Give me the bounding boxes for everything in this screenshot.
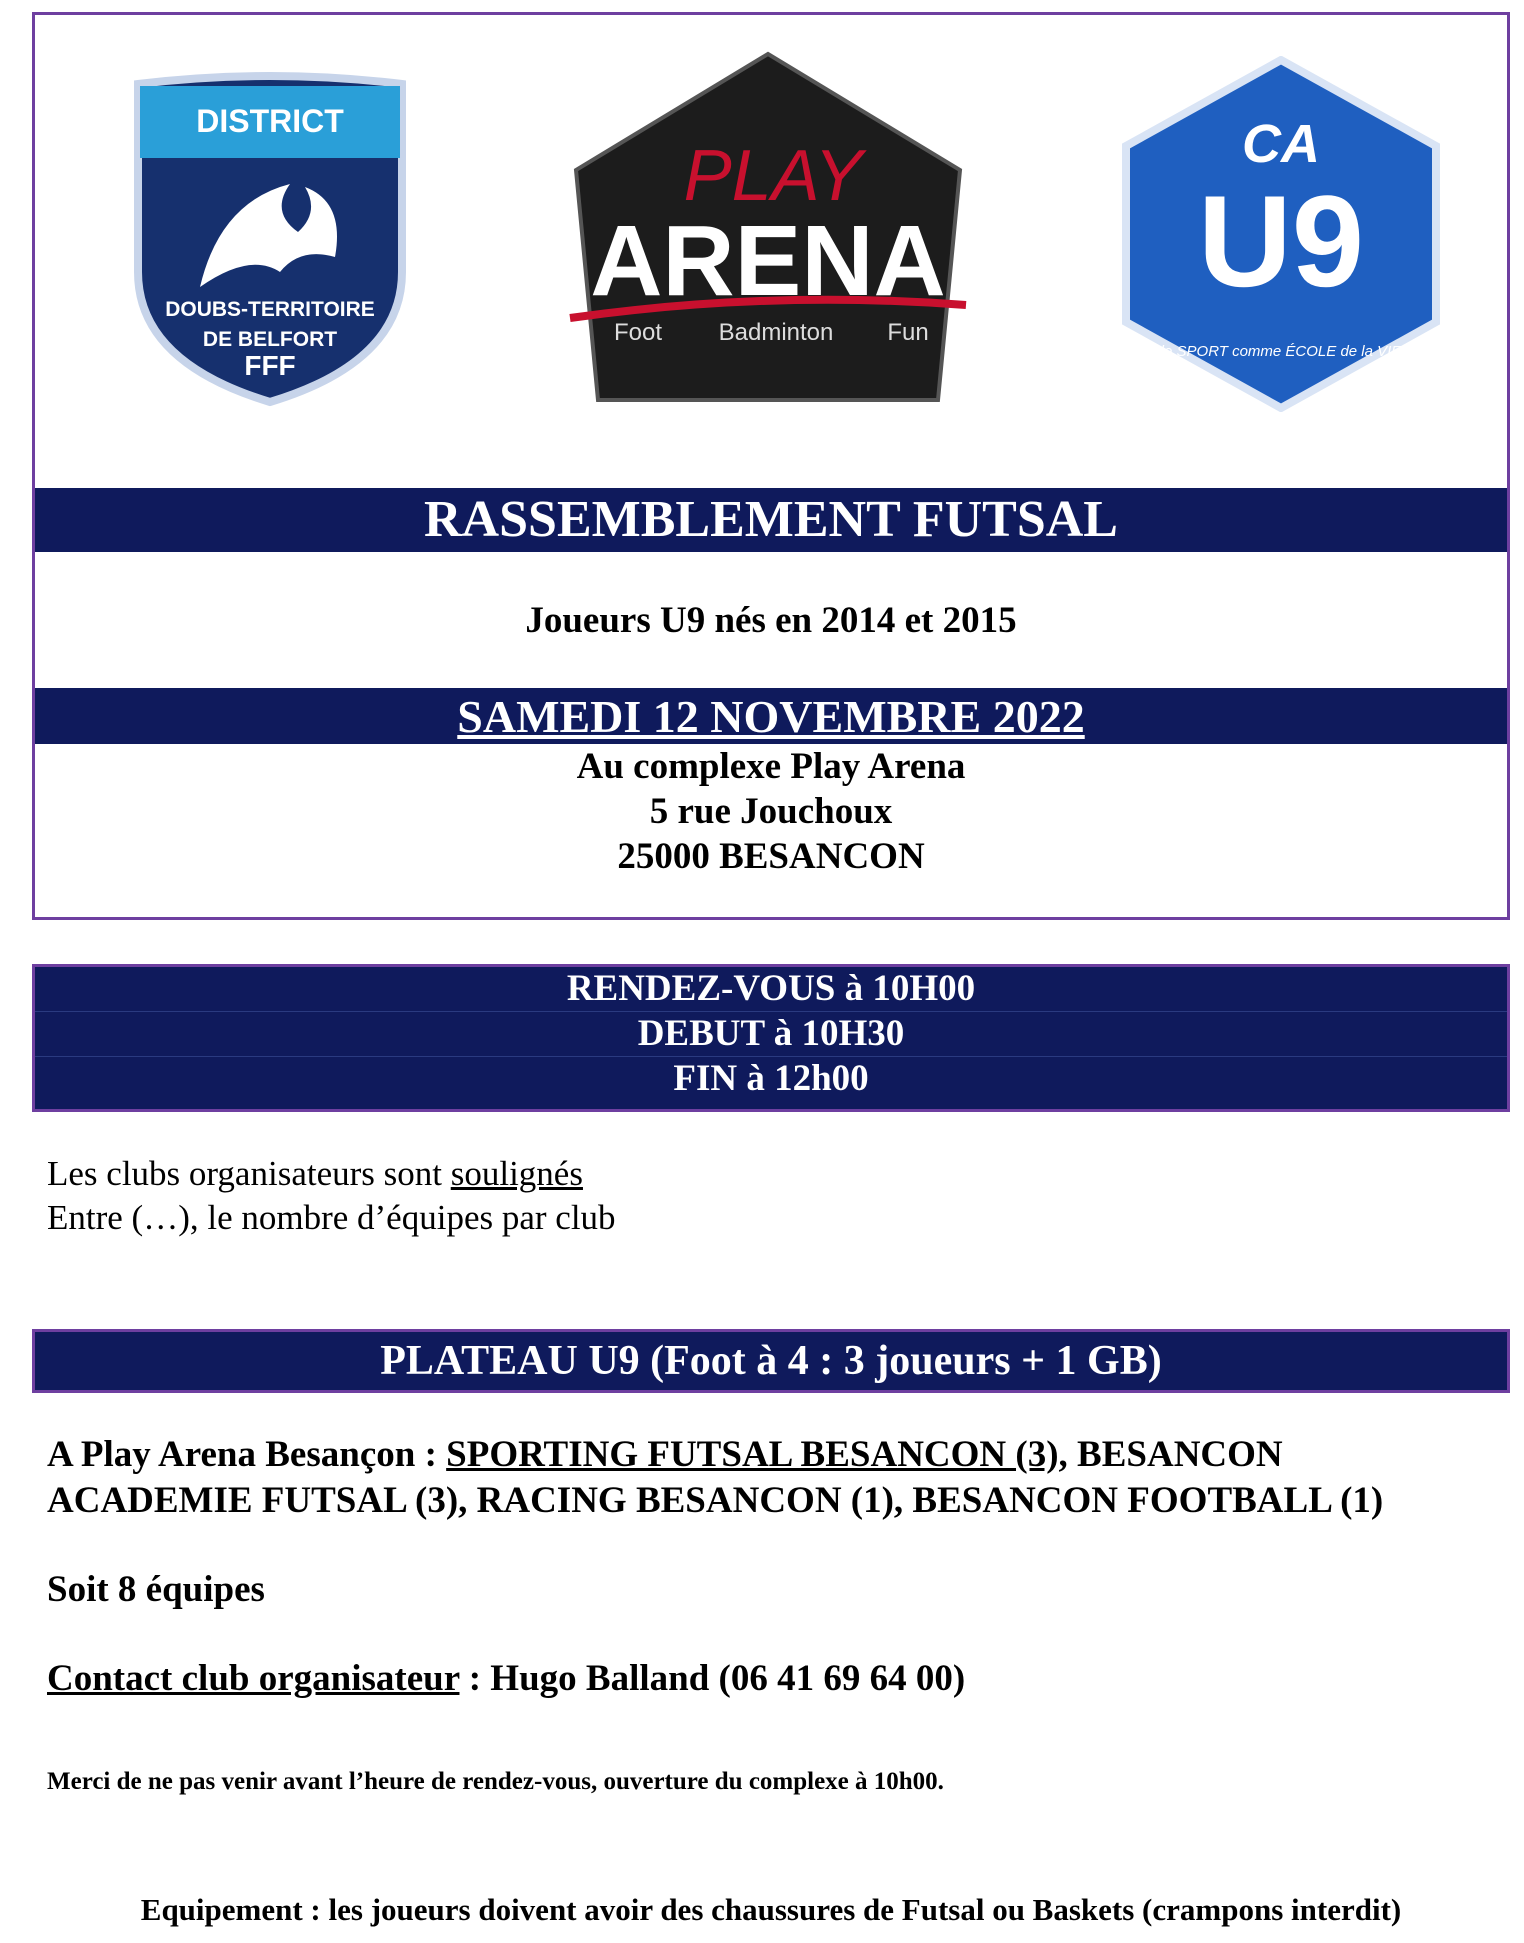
fff-text: FFF [244, 350, 296, 381]
address-block [35, 744, 1507, 879]
address-line3: 25000 BESANCON [617, 836, 925, 877]
u9-slogan: le SPORT comme ÉCOLE de la VIE [1160, 343, 1402, 360]
footer-note: Merci de ne pas venir avant l’heure de rendez-vous, ouverture du complexe à 10h00. [47, 1768, 944, 1795]
equipment-note: Equipement : les joueurs doivent avoir des chaussures de Futsal ou Baskets (crampons interdit) [140, 1892, 1402, 1927]
play-arena-logo [568, 50, 968, 410]
address-line2: 5 rue Jouchoux [649, 791, 893, 832]
u9-text: U9 [1197, 168, 1365, 314]
tagline-fun: Fun [887, 319, 929, 346]
schedule-debut: DEBUT à 10H30 [35, 1012, 1507, 1057]
schedule-fin: FIN à 12h00 [673, 1058, 869, 1099]
team-total: Soit 8 équipes [47, 1569, 265, 1610]
play-text: PLAY [683, 136, 863, 216]
district-line1: DOUBS-TERRITOIRE [165, 298, 375, 321]
plateau-title-band: PLATEAU U9 (Foot à 4 : 3 joueurs + 1 GB) [32, 1329, 1510, 1393]
district-line2: DE BELFORT [202, 328, 338, 351]
tagline-foot: Foot [613, 319, 663, 346]
date-band [35, 688, 1507, 744]
clubs-list [47, 1432, 1487, 1524]
address-line1: Au complexe Play Arena [576, 746, 966, 787]
notes-underlined: soulignés [450, 1154, 583, 1193]
contact-label: Contact club organisateur [47, 1658, 460, 1699]
schedule-rdv: RENDEZ-VOUS à 10H00 [35, 967, 1507, 1012]
venue-label: A Play Arena Besançon : [47, 1434, 447, 1475]
other-clubs: BESANCON ACADEMIE FUTSAL (3), RACING BESANCON (1), BESANCON FOOTBALL (1) [47, 1434, 1384, 1521]
district-top-text: DISTRICT [196, 103, 344, 139]
schedule-box [32, 964, 1510, 1112]
ca-text: CA [1242, 114, 1320, 174]
contact-line [47, 1657, 965, 1701]
subtitle: Joueurs U9 nés en 2014 et 2015 [525, 600, 1017, 641]
title-band: RASSEMBLEMENT FUTSAL [35, 488, 1507, 552]
district-logo [130, 72, 410, 412]
organizer-club: SPORTING FUTSAL BESANCON (3), [446, 1434, 1068, 1475]
arena-text: ARENA [590, 205, 946, 317]
contact-value: : Hugo Balland (06 41 69 64 00) [459, 1658, 966, 1699]
u9-logo [1118, 56, 1444, 412]
event-date: SAMEDI 12 NOVEMBRE 2022 [457, 691, 1085, 742]
notes [47, 1152, 616, 1240]
notes-line2: Entre (…), le nombre d’équipes par club [47, 1198, 616, 1237]
notes-line1: Les clubs organisateurs sont [47, 1154, 451, 1193]
tagline-badminton: Badminton [718, 319, 834, 346]
